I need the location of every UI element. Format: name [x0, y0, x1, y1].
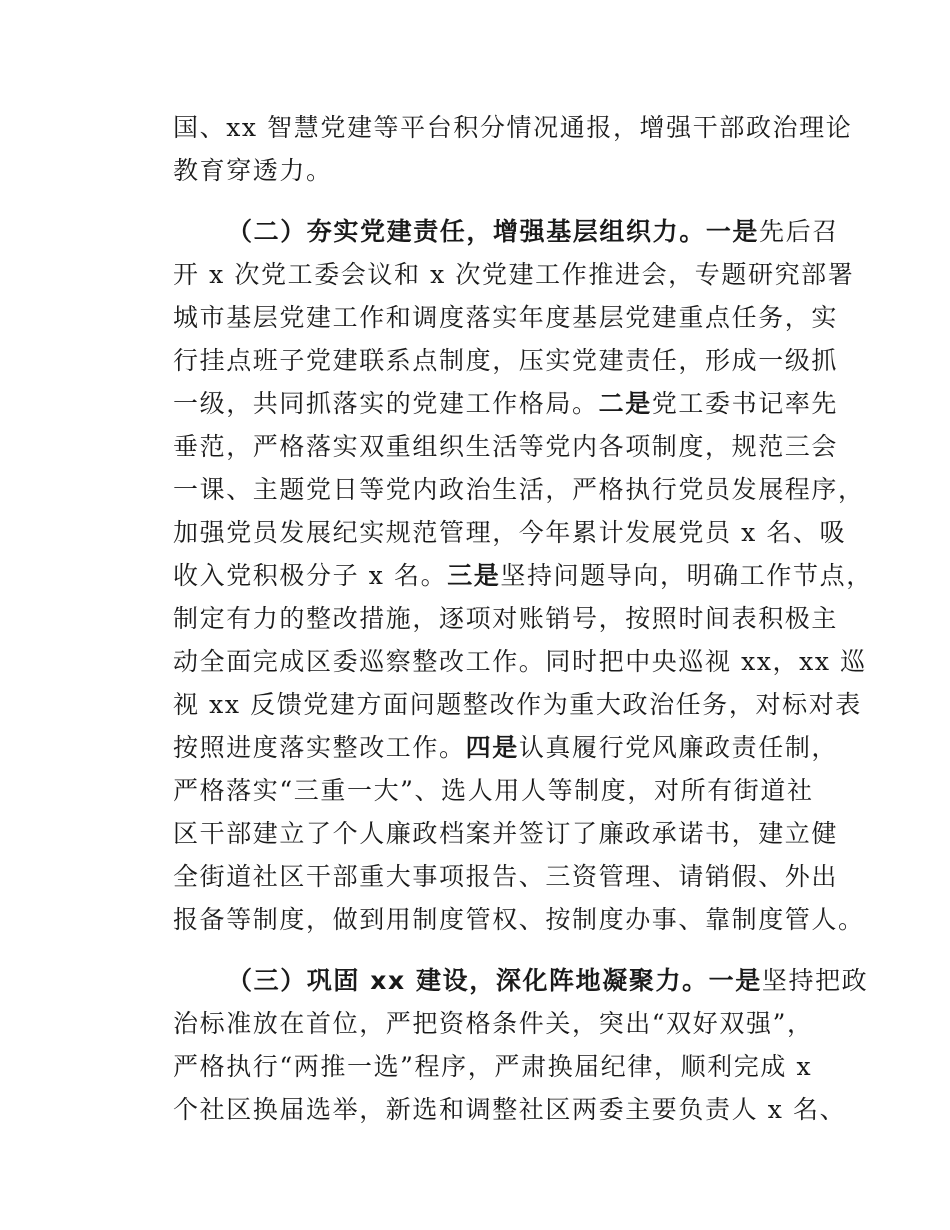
point-marker: 一是 — [705, 217, 760, 246]
text-line: 一课、主题党日等党内政治生活，严格执行党员发展程序， — [173, 475, 865, 504]
point-marker: 一是 — [708, 966, 762, 995]
text-line: 区干部建立了个人廉政档案并签订了廉政承诺书，建立健 — [173, 819, 839, 848]
text-line: 按照进度落实整改工作。四是认真履行党风廉政责任制， — [173, 733, 839, 762]
text-line: 严格落实“三重一大”、选人用人等制度，对所有街道社 — [173, 776, 814, 805]
point-marker: 二是 — [598, 389, 652, 418]
text-line: 行挂点班子党建联系点制度，压实党建责任，形成一级抓 — [173, 346, 839, 375]
text-line: 开 x 次党工委会议和 x 次党建工作推进会，专题研究部署 — [173, 260, 855, 289]
section-heading: （二）夯实党建责任，增强基层组织力。 — [227, 217, 706, 246]
paragraph-2 — [173, 210, 873, 941]
text-line: 视 xx 反馈党建方面问题整改作为重大政治任务，对标对表 — [173, 690, 862, 719]
point-marker: 四是 — [465, 733, 519, 762]
text-line: 严格执行“两推一选”程序，严肃换届纪律，顺利完成 x — [173, 1052, 813, 1081]
text-line: 全街道社区干部重大事项报告、三资管理、请销假、外出 — [173, 862, 839, 891]
text-line: 收入党积极分子 x 名。三是坚持问题导向，明确工作节点， — [173, 561, 873, 590]
text-line: 动全面完成区委巡察整改工作。同时把中央巡视 xx，xx 巡 — [173, 647, 867, 676]
text-line: 城市基层党建工作和调度落实年度基层党建重点任务，实 — [173, 303, 839, 332]
text-line: 垂范，严格落实双重组织生活等党内各项制度，规范三会 — [173, 432, 839, 461]
document-body — [173, 106, 873, 1131]
text-line: 治标准放在首位，严把资格条件关，突出“双好双强”， — [173, 1009, 814, 1038]
text-line: 一级，共同抓落实的党建工作格局。二是党工委书记率先 — [173, 389, 839, 418]
text-line: （三）巩固 xx 建设，深化阵地凝聚力。一是坚持把政 — [227, 966, 869, 995]
text-line: 国、xx 智慧党建等平台积分情况通报，增强干部政治理论 — [173, 113, 853, 142]
text-line: 教育穿透力。 — [173, 156, 333, 185]
text-line: 加强党员发展纪实规范管理，今年累计发展党员 x 名、吸 — [173, 518, 847, 547]
paragraph-3 — [173, 959, 869, 1131]
paragraph-1 — [173, 106, 853, 192]
text-line: 报备等制度，做到用制度管权、按制度办事、靠制度管人。 — [173, 905, 865, 934]
text-line: 个社区换届选举，新选和调整社区两委主要负责人 x 名、 — [173, 1095, 847, 1124]
text-line: 制定有力的整改措施，逐项对账销号，按照时间表积极主 — [173, 604, 839, 633]
text-line: （二）夯实党建责任，增强基层组织力。一是先后召 — [227, 217, 839, 246]
section-heading: （三）巩固 xx 建设，深化阵地凝聚力。 — [227, 966, 709, 995]
point-marker: 三是 — [447, 561, 501, 590]
